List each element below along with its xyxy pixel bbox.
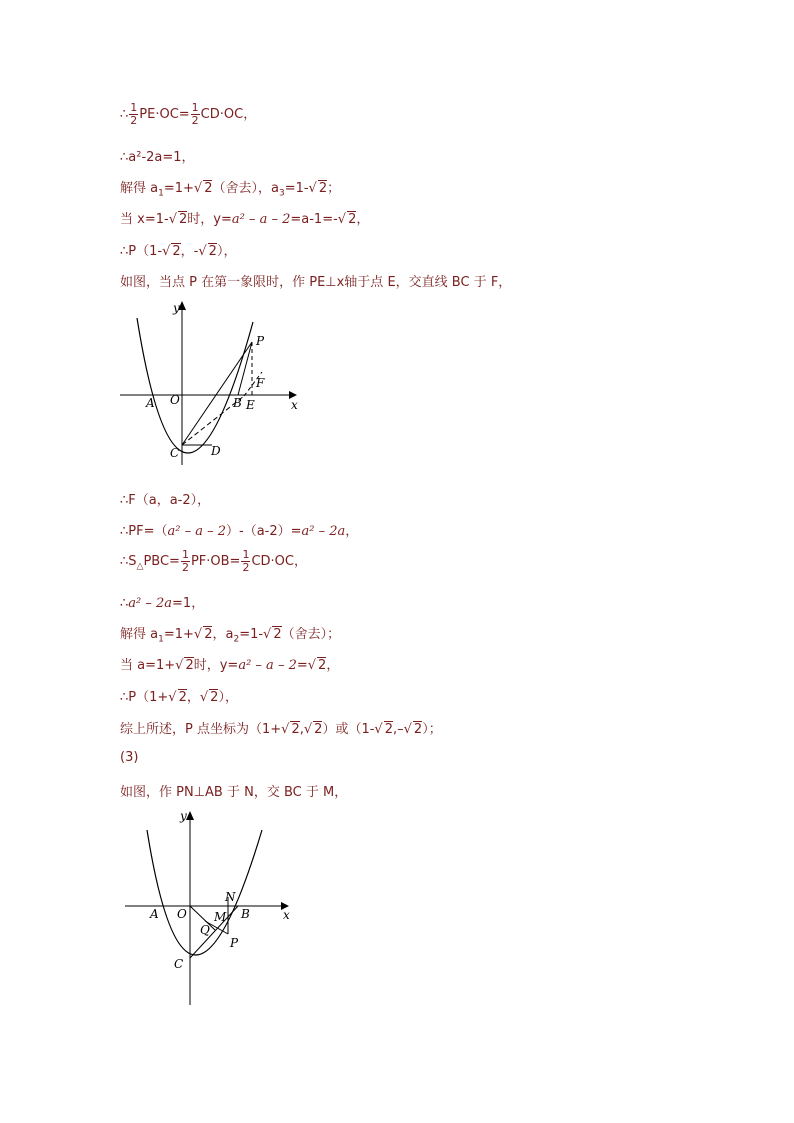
text-line-2: ∴a²-2a=1， [120,150,195,165]
label-d: D [211,444,221,458]
text-line-11: 解得 $a_1=1+√$ 2，$a_2=1-√$ 2（舍去）； [120,627,341,645]
fraction-half: $\frac{1}{2}$ [191,101,199,127]
text-line-10: ∴a² – 2a=1， [120,596,205,611]
label-b: B [241,907,250,921]
label-e: E [246,398,255,412]
text-line-8: ∴PF=（a² – a – 2）-（a-2）=a² – 2a， [120,524,359,539]
text-line-15: (3) [120,750,139,765]
segment-cp [182,342,252,445]
y-axis-arrow [186,811,194,820]
label-m: M [214,910,227,924]
text-line-6: 如图，当点 P 在第一象限时，作 PE⊥x轴于点 E，交直线 BC 于 F， [120,275,512,290]
label-n: N [225,890,236,904]
label-c: C [170,446,180,460]
label-y: y [180,809,187,823]
label-x: x [291,398,298,412]
label-f: F [256,376,265,390]
label-y: y [173,301,180,315]
label-q: Q [200,923,210,937]
text-line-16: 如图，作 PN⊥AB 于 N，交 BC 于 M， [120,785,348,800]
text-line-1: ∴ $\frac{1}{2}$ PE·OC= $\frac{1}{2}$ CD·OC， [120,101,257,127]
fraction-half: $\frac{1}{2}$ [242,548,250,574]
label-o: O [170,393,180,407]
fraction-half: $\frac{1}{2}$ [130,101,138,127]
fraction-half: $\frac{1}{2}$ [181,548,189,574]
label-p: P [256,334,265,348]
text-line-5: ∴P（1-√ 2，-√ 2）， [120,244,237,259]
text-line-4: 当 x=1-√ 2时，y=a² – a – 2=a-1=-√ 2， [120,212,370,227]
label-o: O [177,907,187,921]
label-b: B [233,396,242,410]
therefore-symbol: ∴ [120,107,129,122]
label-a: A [146,396,155,410]
text-line-9: $\therefore S_\triangle PBC=$ $\frac{1}{2}$ PF·OB= $\frac{1}{2}$ CD·OC， [120,548,307,574]
parabola-figure-2 [120,805,300,1010]
label-c: C [174,957,184,971]
text-line-12: 当 a=1+√ 2时，y=a² – a – 2=√ 2， [120,658,340,673]
label-p: P [230,936,239,950]
text-line-14: 综上所述，P 点坐标为（1+√ 2,√ 2）或（1-√ 2,–√ 2）； [120,722,442,737]
text-line-13: ∴P（1+√ 2，√ 2）， [120,690,238,705]
text-line-3: 解得 $a_1=1+√$ 2（舍去），$a_3=1-√$ 2； [120,181,341,199]
parabola-curve [137,318,253,453]
label-x: x [283,908,290,922]
label-a: A [150,907,159,921]
text-line-7: ∴F（a，a-2）， [120,493,211,508]
parabola-figure-1 [115,295,305,470]
